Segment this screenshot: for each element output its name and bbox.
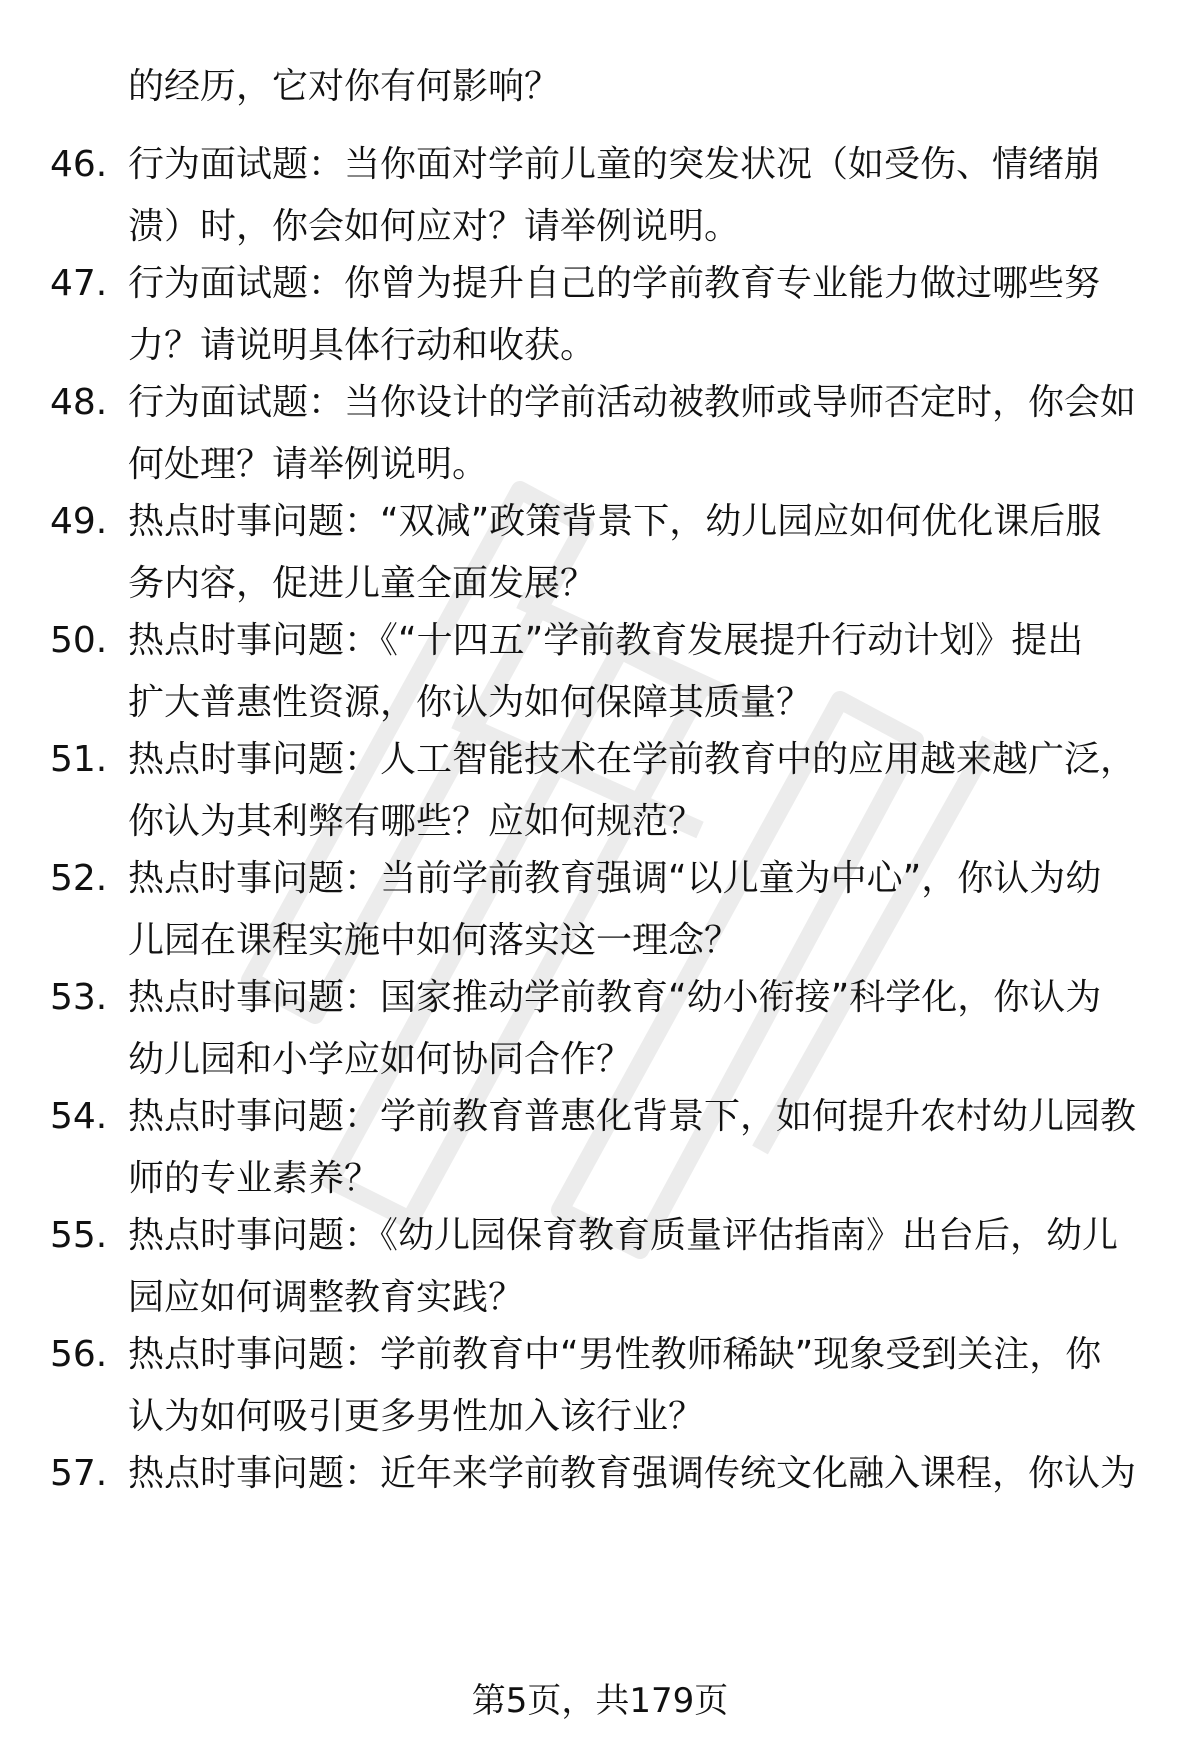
question-number: 55. xyxy=(50,1215,108,1256)
question-number: 57. xyxy=(50,1453,108,1494)
question-number: 48. xyxy=(50,382,108,423)
question-text-line: 热点时事问题：“双减”政策背景下，幼儿园应如何优化课后服 xyxy=(128,501,1102,542)
question-text-line: 热点时事问题：《“十四五”学前教育发展提升行动计划》提出 xyxy=(128,620,1084,661)
question-number: 53. xyxy=(50,977,108,1018)
question-number: 54. xyxy=(50,1096,108,1137)
question-text-line: 溃）时，你会如何应对？请举例说明。 xyxy=(128,206,741,247)
question-text-line: 行为面试题：你曾为提升自己的学前教育专业能力做过哪些努 xyxy=(128,263,1101,304)
question-text-line: 热点时事问题：近年来学前教育强调传统文化融入课程，你认为 xyxy=(128,1453,1137,1494)
question-text-line: 热点时事问题：学前教育普惠化背景下，如何提升农村幼儿园教 xyxy=(128,1096,1137,1137)
question-number: 46. xyxy=(50,144,108,185)
question-text-line: 行为面试题：当你设计的学前活动被教师或导师否定时，你会如 xyxy=(128,382,1137,423)
question-text-line: 何处理？请举例说明。 xyxy=(128,444,489,485)
question-text-line: 热点时事问题：当前学前教育强调“以儿童为中心”，你认为幼 xyxy=(128,858,1102,899)
question-text-line: 园应如何调整教育实践？ xyxy=(128,1277,525,1318)
question-text-line: 力？请说明具体行动和收获。 xyxy=(128,325,597,366)
question-text-line: 儿园在课程实施中如何落实这一理念？ xyxy=(128,920,741,961)
page-footer: 第5页，共179页 xyxy=(471,1681,729,1721)
question-text-line: 热点时事问题：学前教育中“男性教师稀缺”现象受到关注，你 xyxy=(128,1334,1102,1375)
question-text-line: 务内容，促进儿童全面发展？ xyxy=(128,563,597,604)
question-text-line: 幼儿园和小学应如何协同合作？ xyxy=(128,1039,633,1080)
question-number: 56. xyxy=(50,1334,108,1375)
question-number: 47. xyxy=(50,263,108,304)
question-text-line: 认为如何吸引更多男性加入该行业？ xyxy=(128,1396,705,1437)
question-text-line: 行为面试题：当你面对学前儿童的突发状况（如受伤、情绪崩 xyxy=(128,144,1101,185)
question-text-line: 热点时事问题：人工智能技术在学前教育中的应用越来越广泛， xyxy=(128,739,1137,780)
question-number: 49. xyxy=(50,501,108,542)
question-text-line: 热点时事问题：《幼儿园保育教育质量评估指南》出台后，幼儿 xyxy=(128,1215,1119,1256)
question-number: 52. xyxy=(50,858,108,899)
question-text-line: 师的专业素养？ xyxy=(128,1158,381,1199)
question-text-line: 你认为其利弊有哪些？应如何规范？ xyxy=(128,801,705,842)
question-text-line: 扩大普惠性资源，你认为如何保障其质量？ xyxy=(128,682,813,723)
question-number: 51. xyxy=(50,739,108,780)
question-number: 50. xyxy=(50,620,108,661)
question-text-line: 热点时事问题：国家推动学前教育“幼小衔接”科学化，你认为 xyxy=(128,977,1102,1018)
question-continuation: 的经历，它对你有何影响？ xyxy=(128,66,561,107)
